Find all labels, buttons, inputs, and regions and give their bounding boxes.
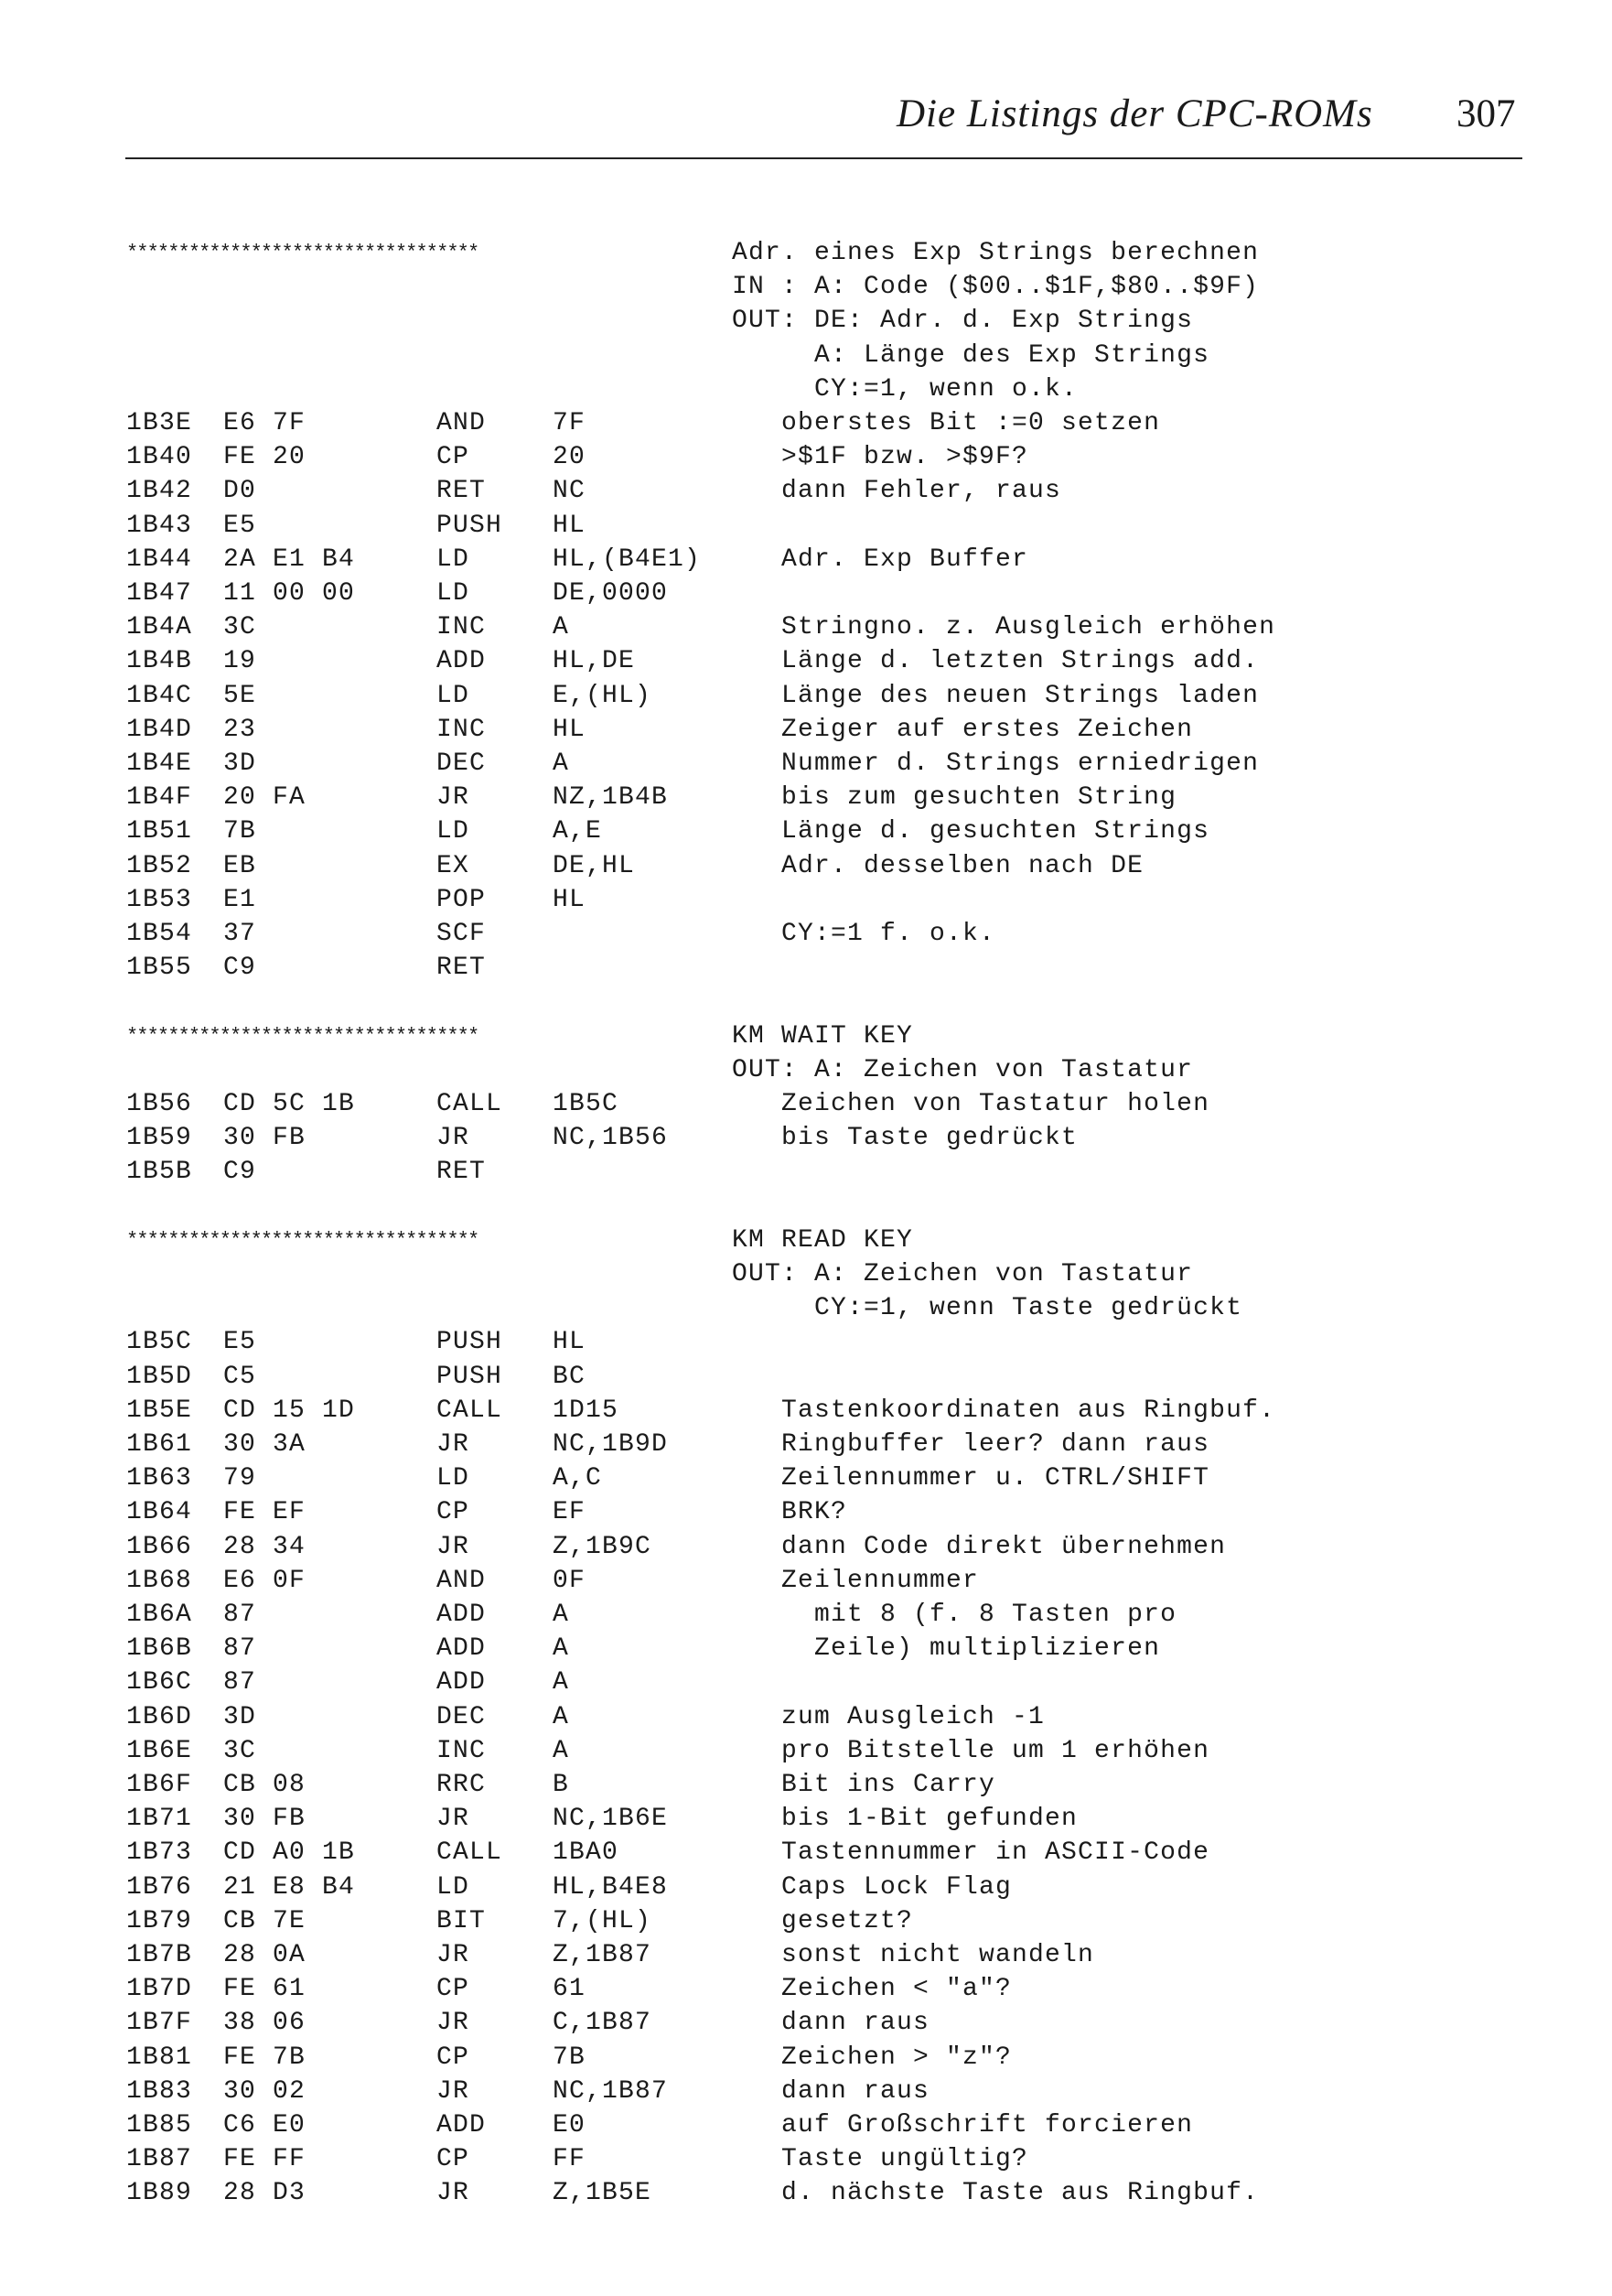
mnemonic: JR bbox=[436, 1532, 470, 1561]
code-line bbox=[0, 2108, 1612, 2142]
mnemonic: CALL bbox=[436, 1838, 503, 1868]
page-number: 307 bbox=[1456, 92, 1516, 135]
code-line bbox=[0, 543, 1612, 577]
code-line bbox=[0, 747, 1612, 781]
comment: Nummer d. Strings erniedrigen bbox=[732, 749, 1260, 778]
code-line bbox=[0, 814, 1612, 848]
address: 1B42 bbox=[126, 477, 193, 506]
opcode-bytes: 87 bbox=[223, 1668, 257, 1698]
mnemonic: DEC bbox=[436, 749, 487, 778]
opcode-bytes: CB 7E bbox=[223, 1906, 306, 1935]
separator-stars: ********************************** bbox=[126, 1228, 478, 1252]
section-header-line bbox=[0, 1019, 1612, 1053]
code-line bbox=[0, 1734, 1612, 1768]
opcode-bytes: 23 bbox=[223, 715, 257, 744]
mnemonic: ADD bbox=[436, 647, 487, 676]
operand: 7,(HL) bbox=[553, 1906, 652, 1935]
code-line bbox=[0, 406, 1612, 440]
comment: sonst nicht wandeln bbox=[732, 1941, 1095, 1969]
opcode-bytes: 30 FB bbox=[223, 1124, 306, 1153]
mnemonic: RET bbox=[436, 1158, 487, 1187]
operand: 61 bbox=[553, 1975, 586, 2004]
mnemonic: ADD bbox=[436, 2111, 487, 2140]
operand: NC,1B87 bbox=[553, 2076, 669, 2106]
code-line bbox=[0, 1665, 1612, 1699]
operand: A bbox=[553, 613, 570, 642]
opcode-bytes: EB bbox=[223, 851, 257, 880]
comment: d. nächste Taste aus Ringbuf. bbox=[732, 2179, 1260, 2208]
comment-line bbox=[0, 985, 1612, 1019]
operand: Z,1B87 bbox=[553, 1941, 652, 1969]
opcode-bytes: 21 E8 B4 bbox=[223, 1872, 356, 1902]
mnemonic: BIT bbox=[436, 1906, 487, 1935]
mnemonic: CP bbox=[436, 2043, 470, 2072]
opcode-bytes: 30 02 bbox=[223, 2076, 306, 2106]
opcode-bytes: 28 34 bbox=[223, 1532, 306, 1561]
address: 1B5B bbox=[126, 1158, 193, 1187]
opcode-bytes: 3D bbox=[223, 1702, 257, 1731]
comment-line bbox=[0, 1053, 1612, 1087]
opcode-bytes: CD 15 1D bbox=[223, 1396, 356, 1425]
code-line bbox=[0, 474, 1612, 508]
mnemonic: LD bbox=[436, 681, 470, 710]
comment-line bbox=[0, 1257, 1612, 1291]
address: 1B53 bbox=[126, 885, 193, 914]
comment: mit 8 (f. 8 Tasten pro bbox=[732, 1601, 1177, 1629]
comment: bis Taste gedrückt bbox=[732, 1124, 1079, 1153]
comment: dann Code direkt übernehmen bbox=[732, 1532, 1227, 1561]
opcode-bytes: 3D bbox=[223, 749, 257, 778]
address: 1B87 bbox=[126, 2145, 193, 2174]
mnemonic: PUSH bbox=[436, 511, 503, 540]
operand: 1BA0 bbox=[553, 1838, 619, 1868]
comment: IN : A: Code ($00..$1F,$80..$9F) bbox=[732, 273, 1260, 302]
code-line bbox=[0, 849, 1612, 883]
address: 1B54 bbox=[126, 920, 193, 948]
mnemonic: CP bbox=[436, 1975, 470, 2004]
mnemonic: RET bbox=[436, 954, 487, 983]
comment-line bbox=[0, 304, 1612, 338]
code-line bbox=[0, 1530, 1612, 1564]
address: 1B59 bbox=[126, 1124, 193, 1153]
comment-line bbox=[0, 1190, 1612, 1223]
code-line bbox=[0, 1325, 1612, 1359]
comment: Zeichen < "a"? bbox=[732, 1975, 1013, 2004]
mnemonic: LD bbox=[436, 1464, 470, 1493]
comment: Tastennummer in ASCII-Code bbox=[732, 1838, 1210, 1868]
address: 1B4D bbox=[126, 715, 193, 744]
operand: DE,HL bbox=[553, 851, 636, 880]
operand: HL bbox=[553, 1328, 586, 1357]
comment: Zeilennummer u. CTRL/SHIFT bbox=[732, 1464, 1210, 1493]
address: 1B61 bbox=[126, 1430, 193, 1459]
address: 1B63 bbox=[126, 1464, 193, 1493]
opcode-bytes: 28 D3 bbox=[223, 2179, 306, 2208]
opcode-bytes: FE FF bbox=[223, 2145, 306, 2174]
operand: HL bbox=[553, 511, 586, 540]
comment: OUT: DE: Adr. d. Exp Strings bbox=[732, 307, 1194, 336]
comment: dann raus bbox=[732, 2076, 930, 2106]
mnemonic: LD bbox=[436, 817, 470, 846]
opcode-bytes: E5 bbox=[223, 511, 257, 540]
operand: NC,1B56 bbox=[553, 1124, 669, 1153]
address: 1B40 bbox=[126, 443, 193, 472]
mnemonic: ADD bbox=[436, 1668, 487, 1698]
address: 1B5E bbox=[126, 1396, 193, 1425]
code-line bbox=[0, 679, 1612, 713]
address: 1B81 bbox=[126, 2043, 193, 2072]
comment-line bbox=[0, 1291, 1612, 1325]
address: 1B7B bbox=[126, 1941, 193, 1969]
operand: E,(HL) bbox=[553, 681, 652, 710]
comment: Länge d. letzten Strings add. bbox=[732, 647, 1260, 676]
code-line bbox=[0, 1700, 1612, 1734]
opcode-bytes: 87 bbox=[223, 1601, 257, 1629]
comment: Zeichen von Tastatur holen bbox=[732, 1090, 1210, 1118]
opcode-bytes: 28 0A bbox=[223, 1941, 306, 1969]
operand: Z,1B5E bbox=[553, 2179, 652, 2208]
code-line bbox=[0, 1802, 1612, 1836]
address: 1B85 bbox=[126, 2111, 193, 2140]
address: 1B4E bbox=[126, 749, 193, 778]
address: 1B66 bbox=[126, 1532, 193, 1561]
address: 1B73 bbox=[126, 1838, 193, 1868]
opcode-bytes: 79 bbox=[223, 1464, 257, 1493]
operand: NZ,1B4B bbox=[553, 783, 669, 813]
code-line bbox=[0, 1394, 1612, 1428]
opcode-bytes: FE 20 bbox=[223, 443, 306, 472]
address: 1B68 bbox=[126, 1566, 193, 1595]
operand: NC bbox=[553, 477, 586, 506]
comment: pro Bitstelle um 1 erhöhen bbox=[732, 1736, 1210, 1765]
comment: Zeilennummer bbox=[732, 1566, 980, 1595]
address: 1B71 bbox=[126, 1805, 193, 1834]
opcode-bytes: 19 bbox=[223, 647, 257, 676]
comment: OUT: A: Zeichen von Tastatur bbox=[732, 1260, 1194, 1288]
operand: Z,1B9C bbox=[553, 1532, 652, 1561]
code-line bbox=[0, 2176, 1612, 2210]
operand: B bbox=[553, 1771, 570, 1799]
mnemonic: CP bbox=[436, 443, 470, 472]
mnemonic: INC bbox=[436, 613, 487, 642]
mnemonic: AND bbox=[436, 1566, 487, 1595]
code-line bbox=[0, 1768, 1612, 1802]
comment: Taste ungültig? bbox=[732, 2145, 1029, 2174]
opcode-bytes: 3C bbox=[223, 1736, 257, 1765]
mnemonic: PUSH bbox=[436, 1362, 503, 1391]
mnemonic: RRC bbox=[436, 1771, 487, 1799]
mnemonic: ADD bbox=[436, 1601, 487, 1629]
address: 1B7F bbox=[126, 2009, 193, 2038]
opcode-bytes: FE EF bbox=[223, 1498, 306, 1527]
address: 1B7D bbox=[126, 1975, 193, 2004]
operand: NC,1B6E bbox=[553, 1805, 669, 1834]
operand: HL bbox=[553, 715, 586, 744]
mnemonic: EX bbox=[436, 851, 470, 880]
opcode-bytes: 30 3A bbox=[223, 1430, 306, 1459]
comment: dann Fehler, raus bbox=[732, 477, 1062, 506]
code-line bbox=[0, 1938, 1612, 1972]
comment: KM WAIT KEY bbox=[732, 1021, 914, 1051]
operand: 7F bbox=[553, 409, 586, 437]
code-line bbox=[0, 610, 1612, 644]
code-line bbox=[0, 1495, 1612, 1529]
comment: CY:=1 f. o.k. bbox=[732, 920, 996, 948]
comment: Zeile) multiplizieren bbox=[732, 1634, 1161, 1664]
address: 1B4C bbox=[126, 681, 193, 710]
comment: BRK? bbox=[732, 1498, 848, 1527]
code-line bbox=[0, 781, 1612, 814]
comment: Bit ins Carry bbox=[732, 1771, 996, 1799]
operand: 20 bbox=[553, 443, 586, 472]
address: 1B76 bbox=[126, 1872, 193, 1902]
comment: Adr. eines Exp Strings berechnen bbox=[732, 239, 1260, 267]
comment: Tastenkoordinaten aus Ringbuf. bbox=[732, 1396, 1276, 1425]
mnemonic: JR bbox=[436, 1941, 470, 1969]
operand: 1D15 bbox=[553, 1396, 619, 1425]
comment: OUT: A: Zeichen von Tastatur bbox=[732, 1055, 1194, 1084]
address: 1B56 bbox=[126, 1090, 193, 1118]
comment: Adr. desselben nach DE bbox=[732, 851, 1145, 880]
operand: HL bbox=[553, 885, 586, 914]
code-line bbox=[0, 577, 1612, 610]
operand: A bbox=[553, 1668, 570, 1698]
comment: Stringno. z. Ausgleich erhöhen bbox=[732, 613, 1276, 642]
comment: CY:=1, wenn o.k. bbox=[732, 374, 1079, 404]
address: 1B55 bbox=[126, 954, 193, 983]
mnemonic: JR bbox=[436, 2179, 470, 2208]
comment-line bbox=[0, 270, 1612, 304]
mnemonic: CALL bbox=[436, 1396, 503, 1425]
mnemonic: SCF bbox=[436, 920, 487, 948]
code-line bbox=[0, 1428, 1612, 1461]
mnemonic: JR bbox=[436, 1805, 470, 1834]
running-header-title: Die Listings der CPC-ROMs bbox=[897, 92, 1373, 135]
address: 1B51 bbox=[126, 817, 193, 846]
opcode-bytes: 5E bbox=[223, 681, 257, 710]
code-line bbox=[0, 1155, 1612, 1189]
operand: FF bbox=[553, 2145, 586, 2174]
mnemonic: LD bbox=[436, 544, 470, 574]
opcode-bytes: 7B bbox=[223, 817, 257, 846]
address: 1B52 bbox=[126, 851, 193, 880]
comment: oberstes Bit :=0 setzen bbox=[732, 409, 1161, 437]
comment: KM READ KEY bbox=[732, 1225, 914, 1255]
comment: Länge d. gesuchten Strings bbox=[732, 817, 1210, 846]
code-line bbox=[0, 1564, 1612, 1598]
operand: A bbox=[553, 1601, 570, 1629]
comment: Ringbuffer leer? dann raus bbox=[732, 1430, 1210, 1459]
opcode-bytes: 30 FB bbox=[223, 1805, 306, 1834]
address: 1B64 bbox=[126, 1498, 193, 1527]
operand: NC,1B9D bbox=[553, 1430, 669, 1459]
comment: Zeichen > "z"? bbox=[732, 2043, 1013, 2072]
opcode-bytes: 3C bbox=[223, 613, 257, 642]
code-line bbox=[0, 917, 1612, 951]
comment: bis zum gesuchten String bbox=[732, 783, 1177, 813]
opcode-bytes: C9 bbox=[223, 954, 257, 983]
mnemonic: ADD bbox=[436, 1634, 487, 1664]
comment: gesetzt? bbox=[732, 1906, 914, 1935]
address: 1B5C bbox=[126, 1328, 193, 1357]
code-line bbox=[0, 1870, 1612, 1904]
comment-line bbox=[0, 339, 1612, 372]
address: 1B4F bbox=[126, 783, 193, 813]
comment: dann raus bbox=[732, 2009, 930, 2038]
opcode-bytes: FE 7B bbox=[223, 2043, 306, 2072]
comment: Zeiger auf erstes Zeichen bbox=[732, 715, 1194, 744]
operand: A,E bbox=[553, 817, 603, 846]
operand: 1B5C bbox=[553, 1090, 619, 1118]
address: 1B6E bbox=[126, 1736, 193, 1765]
operand: A bbox=[553, 1702, 570, 1731]
code-line bbox=[0, 1836, 1612, 1870]
code-line bbox=[0, 1087, 1612, 1121]
address: 1B5D bbox=[126, 1362, 193, 1391]
mnemonic: AND bbox=[436, 409, 487, 437]
address: 1B6B bbox=[126, 1634, 193, 1664]
opcode-bytes: C5 bbox=[223, 1362, 257, 1391]
opcode-bytes: FE 61 bbox=[223, 1975, 306, 2004]
opcode-bytes: 37 bbox=[223, 920, 257, 948]
operand: C,1B87 bbox=[553, 2009, 652, 2038]
code-line bbox=[0, 440, 1612, 474]
comment: Länge des neuen Strings laden bbox=[732, 681, 1260, 710]
mnemonic: CP bbox=[436, 2145, 470, 2174]
opcode-bytes: 38 06 bbox=[223, 2009, 306, 2038]
operand: E0 bbox=[553, 2111, 586, 2140]
code-line bbox=[0, 713, 1612, 747]
opcode-bytes: D0 bbox=[223, 477, 257, 506]
opcode-bytes: CD A0 1B bbox=[223, 1838, 356, 1868]
opcode-bytes: E1 bbox=[223, 885, 257, 914]
opcode-bytes: 20 FA bbox=[223, 783, 306, 813]
mnemonic: PUSH bbox=[436, 1328, 503, 1357]
code-line bbox=[0, 1598, 1612, 1632]
mnemonic: POP bbox=[436, 885, 487, 914]
address: 1B3E bbox=[126, 409, 193, 437]
code-line bbox=[0, 1972, 1612, 2006]
opcode-bytes: C6 E0 bbox=[223, 2111, 306, 2140]
operand: HL,(B4E1) bbox=[553, 544, 702, 574]
code-line bbox=[0, 1360, 1612, 1394]
mnemonic: DEC bbox=[436, 1702, 487, 1731]
mnemonic: CALL bbox=[436, 1090, 503, 1118]
code-line bbox=[0, 1461, 1612, 1495]
opcode-bytes: E6 0F bbox=[223, 1566, 306, 1595]
address: 1B4B bbox=[126, 647, 193, 676]
address: 1B6A bbox=[126, 1601, 193, 1629]
address: 1B6D bbox=[126, 1702, 193, 1731]
mnemonic: CP bbox=[436, 1498, 470, 1527]
code-line bbox=[0, 644, 1612, 678]
mnemonic: INC bbox=[436, 715, 487, 744]
opcode-bytes: CD 5C 1B bbox=[223, 1090, 356, 1118]
comment: zum Ausgleich -1 bbox=[732, 1702, 1046, 1731]
operand: HL,DE bbox=[553, 647, 636, 676]
code-line bbox=[0, 2142, 1612, 2176]
section-header-line bbox=[0, 236, 1612, 270]
address: 1B44 bbox=[126, 544, 193, 574]
opcode-bytes: 11 00 00 bbox=[223, 579, 356, 608]
opcode-bytes: E5 bbox=[223, 1328, 257, 1357]
operand: A,C bbox=[553, 1464, 603, 1493]
operand: 0F bbox=[553, 1566, 586, 1595]
code-line bbox=[0, 883, 1612, 917]
opcode-bytes: CB 08 bbox=[223, 1771, 306, 1799]
mnemonic: INC bbox=[436, 1736, 487, 1765]
operand: 7B bbox=[553, 2043, 586, 2072]
operand: A bbox=[553, 1736, 570, 1765]
mnemonic: JR bbox=[436, 2009, 470, 2038]
address: 1B83 bbox=[126, 2076, 193, 2106]
operand: BC bbox=[553, 1362, 586, 1391]
mnemonic: JR bbox=[436, 783, 470, 813]
opcode-bytes: 87 bbox=[223, 1634, 257, 1664]
address: 1B4A bbox=[126, 613, 193, 642]
operand: EF bbox=[553, 1498, 586, 1527]
opcode-bytes: C9 bbox=[223, 1158, 257, 1187]
operand: DE,0000 bbox=[553, 579, 669, 608]
comment: CY:=1, wenn Taste gedrückt bbox=[732, 1294, 1243, 1323]
address: 1B79 bbox=[126, 1906, 193, 1935]
code-line bbox=[0, 951, 1612, 985]
address: 1B43 bbox=[126, 511, 193, 540]
mnemonic: JR bbox=[436, 2076, 470, 2106]
comment: >$1F bzw. >$9F? bbox=[732, 443, 1029, 472]
operand: A bbox=[553, 749, 570, 778]
code-line bbox=[0, 1904, 1612, 1938]
mnemonic: LD bbox=[436, 579, 470, 608]
comment: Adr. Exp Buffer bbox=[732, 544, 1029, 574]
comment: Caps Lock Flag bbox=[732, 1872, 1013, 1902]
mnemonic: LD bbox=[436, 1872, 470, 1902]
operand: A bbox=[553, 1634, 570, 1664]
opcode-bytes: 2A E1 B4 bbox=[223, 544, 356, 574]
code-line bbox=[0, 1121, 1612, 1155]
address: 1B47 bbox=[126, 579, 193, 608]
comment: A: Länge des Exp Strings bbox=[732, 340, 1210, 370]
address: 1B6C bbox=[126, 1668, 193, 1698]
separator-stars: ********************************** bbox=[126, 242, 478, 264]
separator-stars: ********************************** bbox=[126, 1024, 478, 1048]
code-line bbox=[0, 1632, 1612, 1665]
mnemonic: JR bbox=[436, 1124, 470, 1153]
opcode-bytes: E6 7F bbox=[223, 409, 306, 437]
mnemonic: RET bbox=[436, 477, 487, 506]
operand: HL,B4E8 bbox=[553, 1872, 669, 1902]
comment: bis 1-Bit gefunden bbox=[732, 1805, 1079, 1834]
code-line bbox=[0, 2006, 1612, 2040]
address: 1B6F bbox=[126, 1771, 193, 1799]
code-line bbox=[0, 2075, 1612, 2108]
address: 1B89 bbox=[126, 2179, 193, 2208]
code-line bbox=[0, 2041, 1612, 2075]
section-header-line bbox=[0, 1223, 1612, 1257]
comment: auf Großschrift forcieren bbox=[732, 2111, 1194, 2140]
code-line bbox=[0, 509, 1612, 543]
mnemonic: JR bbox=[436, 1430, 470, 1459]
comment-line bbox=[0, 372, 1612, 406]
